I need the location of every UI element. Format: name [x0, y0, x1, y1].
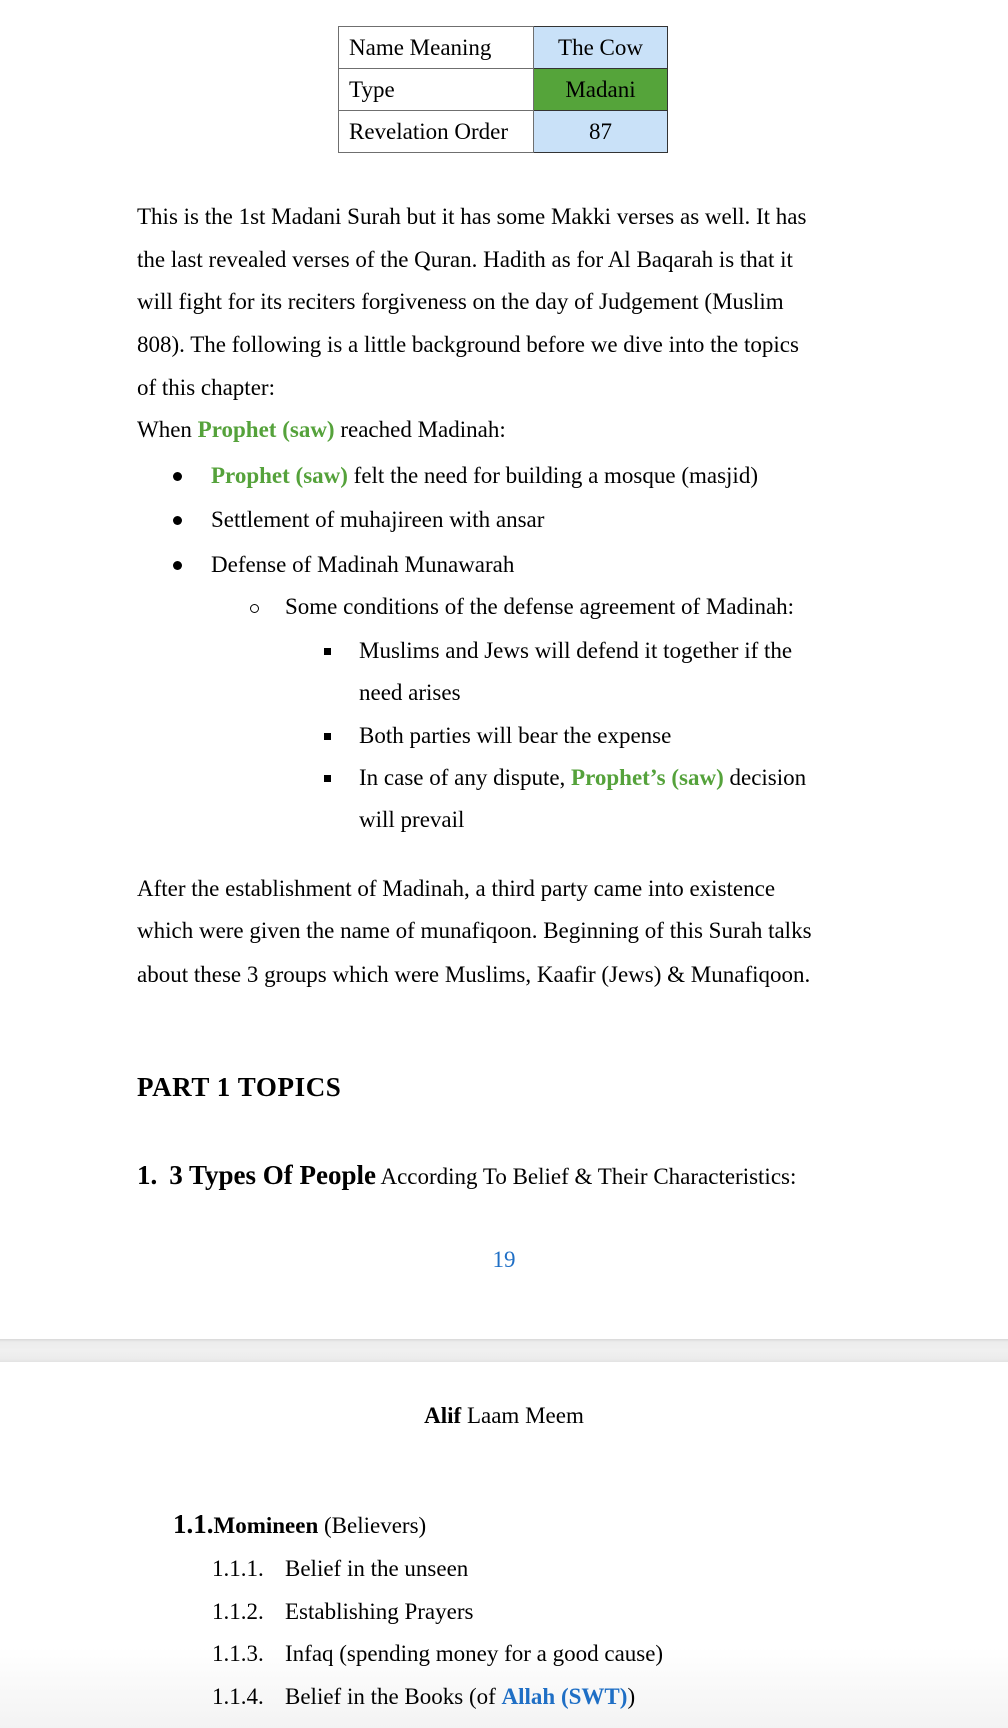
- text: Belief in the Books (of: [285, 1684, 502, 1709]
- allah-highlight: Allah (SWT): [501, 1684, 628, 1709]
- sub-sub-list-item-line: [359, 764, 806, 792]
- intro-line: will fight for its reciters forgiveness on the day of Judgement (Muslim: [137, 289, 784, 314]
- text: felt the need for building a mosque (masjid): [347, 463, 758, 488]
- prophet-highlight: Prophet’s (saw): [571, 765, 724, 790]
- item-number: 1.1.2.: [212, 1599, 264, 1624]
- text: In case of any dispute,: [359, 765, 572, 790]
- list-item: Settlement of muhajireen with ansar: [211, 507, 545, 532]
- prophet-highlight: Prophet (saw): [197, 417, 335, 442]
- item-text: [285, 1683, 635, 1711]
- section-number: 1.1.: [173, 1509, 214, 1539]
- table-value-cell: 87: [534, 111, 668, 153]
- text: decision: [723, 765, 807, 790]
- table-key-cell: Name Meaning: [339, 27, 534, 69]
- intro-line: the last revealed verses of the Quran. Hadith as for Al Baqarah is that it: [137, 247, 793, 272]
- topic-number: 1.: [137, 1160, 158, 1190]
- document-page-20: [0, 1362, 1008, 1728]
- sub-list-item: Some conditions of the defense agreement of Madinah:: [285, 594, 795, 619]
- item-text: Belief in the unseen: [285, 1556, 469, 1581]
- section-heading: [173, 1510, 426, 1540]
- sub-sub-list-item-line: will prevail: [359, 807, 465, 832]
- table-key-cell: Type: [339, 69, 534, 111]
- bullet-dot-icon: [173, 516, 182, 525]
- sub-sub-list-item-line: Both parties will bear the expense: [359, 723, 672, 748]
- bullet-square-icon: [324, 775, 331, 782]
- prophet-highlight: Prophet (saw): [211, 463, 348, 488]
- text: When: [137, 417, 198, 442]
- intro-line: This is the 1st Madani Surah but it has some Makki verses as well. It has: [137, 204, 807, 229]
- item-number: 1.1.1.: [212, 1556, 264, 1581]
- after-line: After the establishment of Madinah, a third party came into existence: [137, 876, 776, 901]
- surah-info-table: [338, 26, 668, 153]
- table-value-cell: The Cow: [534, 27, 668, 69]
- list-item: [211, 462, 758, 490]
- table-row: [339, 27, 668, 69]
- item-number: 1.1.4.: [212, 1684, 264, 1709]
- page-number: 19: [492, 1247, 516, 1272]
- after-line: about these 3 groups which were Muslims, Kaafir (Jews) & Munafiqoon.: [137, 962, 811, 987]
- alif-laam-meem: [0, 1402, 1008, 1430]
- part-heading: PART 1 TOPICS: [137, 1072, 342, 1102]
- when-prophet-line: [137, 416, 506, 444]
- intro-line: 808). The following is a little background before we dive into the topics: [137, 332, 799, 357]
- table-value-cell: Madani: [534, 69, 668, 111]
- bullet-square-icon: [324, 733, 331, 740]
- bullet-square-icon: [324, 648, 331, 655]
- text: reached Madinah:: [334, 417, 506, 442]
- item-text: Infaq (spending money for a good cause): [285, 1641, 664, 1666]
- section-title-bold: Momineen: [213, 1513, 319, 1538]
- table-row: [339, 111, 668, 153]
- topic-heading: [137, 1160, 796, 1191]
- topic-title-rest: According To Belief & Their Characteristics:: [376, 1164, 797, 1189]
- section-title-rest: (Believers): [318, 1513, 427, 1538]
- list-item: Defense of Madinah Munawarah: [211, 552, 515, 577]
- sub-sub-list-item-line: Muslims and Jews will defend it together if the: [359, 638, 793, 663]
- after-line: which were given the name of munafiqoon. Beginning of this Surah talks: [137, 918, 812, 943]
- bullet-circle-icon: [250, 604, 259, 613]
- item-text: Establishing Prayers: [285, 1599, 474, 1624]
- bullet-dot-icon: [173, 472, 182, 481]
- alif-bold: Alif: [424, 1403, 462, 1428]
- table-row: [339, 69, 668, 111]
- intro-line: of this chapter:: [137, 375, 275, 400]
- bullet-dot-icon: [173, 561, 182, 570]
- item-number: 1.1.3.: [212, 1641, 264, 1666]
- text: Laam Meem: [461, 1403, 584, 1428]
- text: ): [627, 1684, 636, 1709]
- page-break: [0, 1339, 1008, 1362]
- topic-title-bold: 3 Types Of People: [169, 1160, 376, 1190]
- sub-sub-list-item-line: need arises: [359, 680, 461, 705]
- table-key-cell: Revelation Order: [339, 111, 534, 153]
